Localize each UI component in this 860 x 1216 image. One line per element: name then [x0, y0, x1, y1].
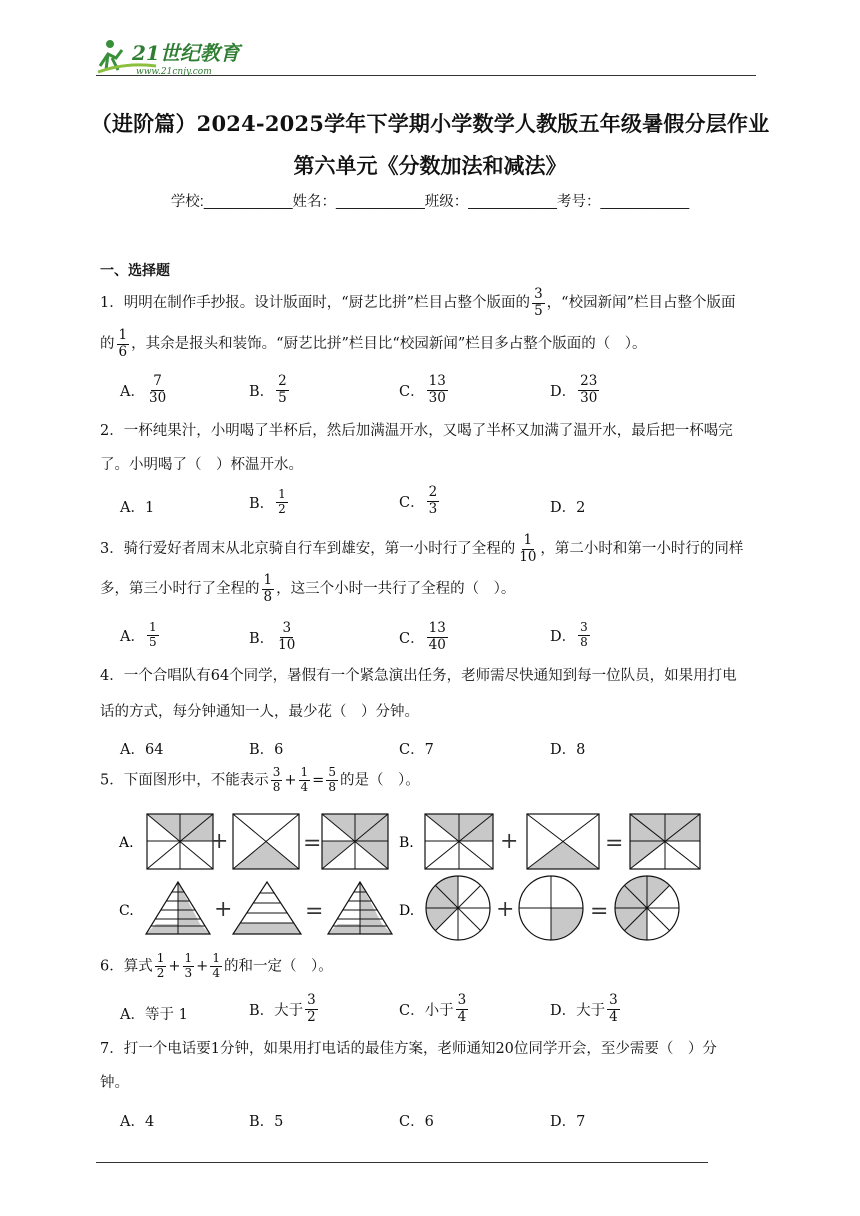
option-c[interactable]: C． $\frac{13}{40}$	[399, 620, 446, 653]
figure-b-result	[630, 814, 700, 869]
question-3-line-2: 多，第三小时行了全程的 $\frac{1}{8}$ ，这三个小时一共行了全程的（ ）。	[100, 572, 516, 605]
running-figure-icon	[96, 36, 266, 78]
question-1-line-2: 的 $\frac{1}{6}$ ，其余是报头和装饰。“厨艺比拼”栏目比“校园新闻”栏目多占整个版面的（ ）。	[100, 327, 647, 360]
option-d[interactable]: D． $\frac{3}{8}$	[550, 620, 588, 649]
option-a[interactable]: A．64	[120, 742, 164, 758]
section-heading: 一、选择题	[100, 262, 170, 278]
option-a[interactable]: A．1	[120, 500, 155, 516]
question-2-line-2: 了。小明喝了（ ）杯温开水。	[100, 457, 303, 473]
question-4-line-1: 4．一个合唱队有64个同学，暑假有一个紧急演出任务，老师需尽快通知到每一位队员，如果用打电	[100, 668, 737, 684]
option-a[interactable]: A．4	[120, 1114, 155, 1130]
figure-a-quarters	[233, 814, 299, 869]
question-6-stem: 6．算式 $\frac{1}{2}$ + $\frac{1}{3}$ + $\frac{1}{4}$ 的和一定（ ）。	[100, 951, 333, 980]
figure-c-triangle-eighths	[146, 882, 210, 934]
figure-a-eighths	[147, 814, 213, 869]
svg-text:+: +	[496, 897, 515, 922]
page-title: （进阶篇）2024-2025学年下学期小学数学人教版五年级暑假分层作业	[90, 111, 770, 136]
figure-b-eighths	[425, 814, 493, 869]
option-b[interactable]: B． $\frac{1}{2}$	[249, 487, 286, 516]
option-d[interactable]: D．8	[550, 742, 586, 758]
figure-d-circle-eighths	[426, 876, 490, 940]
question-7-line-2: 钟。	[100, 1075, 129, 1091]
option-d[interactable]: D．2	[550, 500, 586, 516]
figure-a-result	[322, 814, 388, 869]
option-d[interactable]: D．7	[550, 1114, 586, 1130]
question-3-line-1: 3．骑行爱好者周末从北京骑自行车到雄安，第一小时行了全程的 $\frac{1}{10}$ ，第二小时和第一小时行的同样	[100, 532, 744, 565]
option-c[interactable]: C．小于 $\frac{3}{4}$	[399, 992, 467, 1025]
svg-text:=: =	[303, 831, 322, 856]
option-c[interactable]: C．7	[399, 742, 434, 758]
figure-c-triangle-quarters	[233, 882, 301, 934]
svg-text:+: +	[210, 829, 229, 854]
option-b[interactable]: B．大于 $\frac{3}{2}$	[249, 992, 316, 1025]
option-b-label[interactable]: B.	[399, 835, 414, 851]
fraction: $\frac{1}{6}$	[118, 327, 128, 360]
option-d-label[interactable]: D.	[399, 903, 415, 919]
figure-b-quarters	[527, 814, 599, 869]
svg-text:=: =	[605, 831, 624, 856]
footer-divider	[96, 1162, 708, 1163]
option-d[interactable]: D． $\frac{23}{30}$	[550, 373, 598, 406]
page-subtitle: 第六单元《分数加法和减法》	[293, 153, 567, 178]
question-1-line-1: 1．明明在制作手抄报。设计版面时，“厨艺比拼”栏目占整个版面的 $\frac{3}{5}$ ，“校园新闻”栏目占整个版面	[100, 286, 736, 319]
student-info-line: 学校:___________姓名：___________班级：___________考号：___________	[170, 194, 690, 210]
question-4-line-2: 话的方式，每分钟通知一人，最少花（ ）分钟。	[100, 704, 419, 720]
figure-d-circle-quarters	[519, 876, 583, 940]
fraction: $\frac{3}{5}$	[534, 286, 543, 319]
svg-text:www.21cnjy.com: www.21cnjy.com	[136, 67, 212, 77]
figure-d-circle-result	[615, 876, 679, 940]
option-c[interactable]: C． $\frac{2}{3}$	[399, 484, 438, 517]
figure-c-triangle-result	[328, 882, 392, 934]
option-a-label[interactable]: A.	[119, 835, 134, 851]
header-divider	[96, 75, 756, 76]
svg-text:+: +	[214, 897, 233, 922]
svg-text:21世纪教育: 21世纪教育	[132, 41, 240, 65]
question-5-figures	[100, 806, 720, 946]
option-c[interactable]: C．6	[399, 1114, 434, 1130]
option-b[interactable]: B．6	[249, 742, 284, 758]
question-7-line-1: 7．打一个电话要1分钟，如果用打电话的最佳方案，老师通知20位同学开会，至少需要（ ）分	[100, 1041, 717, 1057]
option-a[interactable]: A．等于 1	[120, 1007, 188, 1023]
option-b[interactable]: B． $\frac{3}{10}$	[249, 620, 296, 653]
question-2-line-1: 2．一杯纯果汁，小明喝了半杯后，然后加满温开水，又喝了半杯又加满了温开水，最后把一杯喝完	[100, 423, 733, 439]
option-b[interactable]: B． $\frac{2}{5}$	[249, 373, 287, 406]
svg-text:+: +	[500, 829, 519, 854]
option-a[interactable]: A． $\frac{7}{30}$	[120, 373, 167, 406]
option-a[interactable]: A． $\frac{1}{5}$	[120, 620, 157, 649]
logo	[96, 36, 266, 78]
option-c-label[interactable]: C.	[119, 903, 134, 919]
option-b[interactable]: B．5	[249, 1114, 284, 1130]
svg-text:=: =	[590, 899, 609, 924]
option-d[interactable]: D．大于 $\frac{3}{4}$	[550, 992, 618, 1025]
svg-text:=: =	[305, 899, 324, 924]
option-c[interactable]: C． $\frac{13}{30}$	[399, 373, 446, 406]
question-5-stem: 5．下面图形中，不能表示 $\frac{3}{8}$ + $\frac{1}{4}$ = $\frac{5}{8}$ 的是（ ）。	[100, 765, 420, 794]
